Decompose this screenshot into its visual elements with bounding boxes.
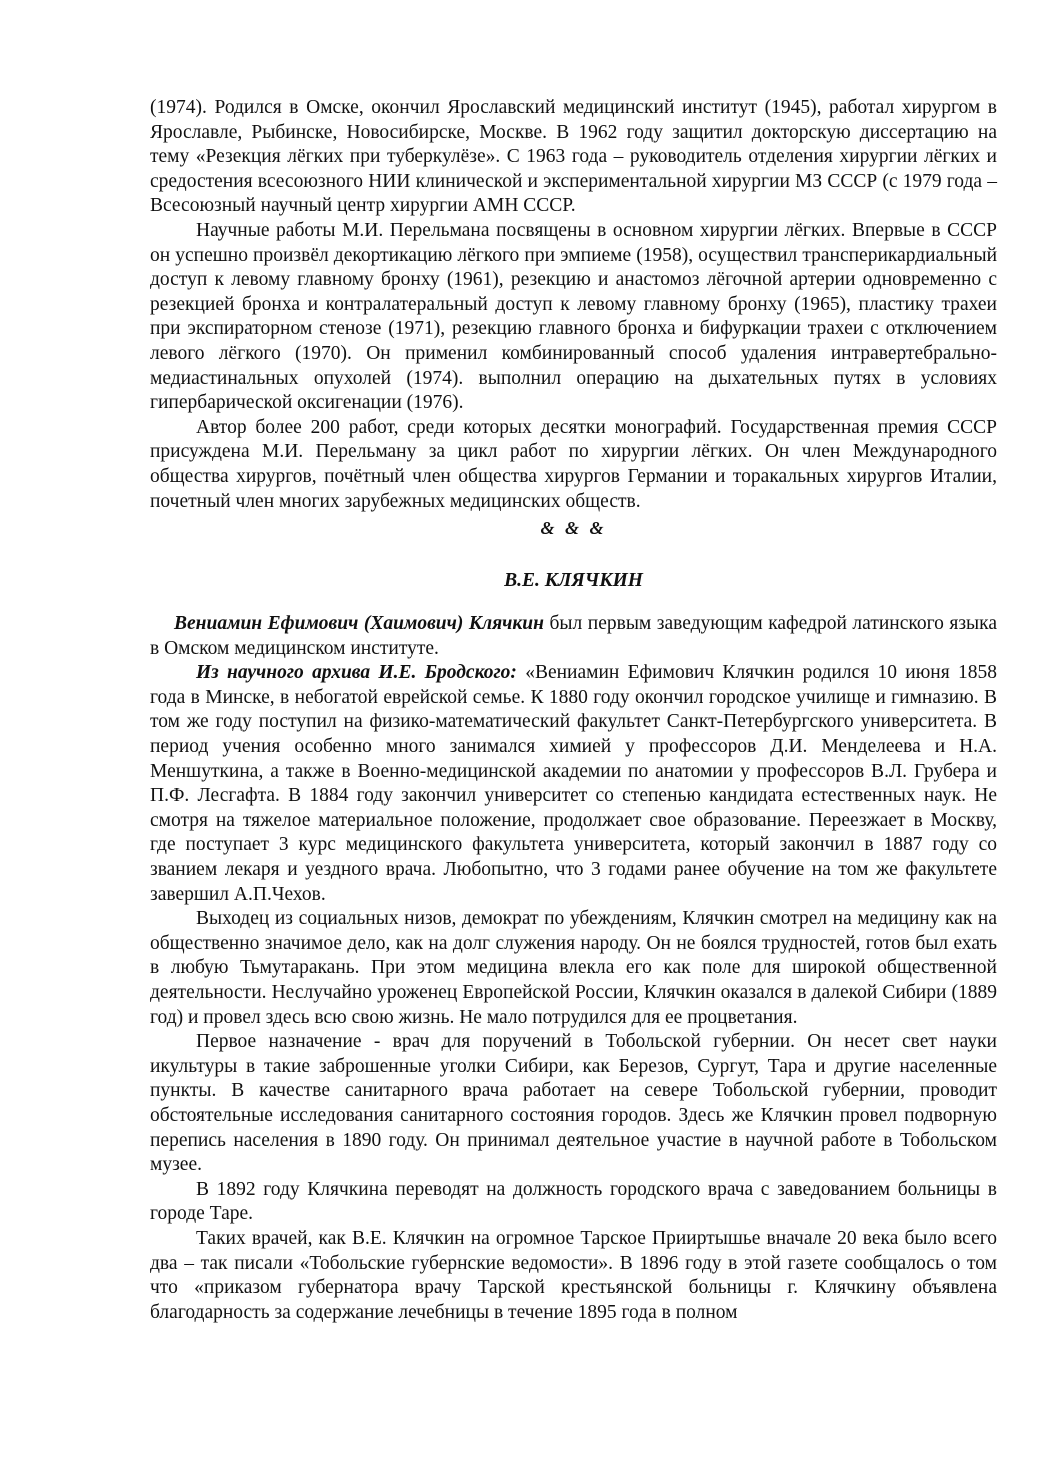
archive-bold-lead: Из научного архива И.Е. Бродского: (196, 662, 517, 684)
paragraph-scientific-works: Научные работы М.И. Перельмана посвящены в основном хирургии лёгких. Впервые в СССР он успешно произвёл декортикацию лёгкого при эмпиеме (1958), осуществил трансперикардиальный доступ к левому главному бронху (1961), резекцию и анастомоз лёгочной артерии одновременно с резекцией бронха и контралатеральный доступ к левому главному бронху (1965), пластику трахеи при экспираторном стенозе (1971), резекцию главного бронха и бифуркации трахеи с отключением левого лёгкого (1970). Он применил комбинированный способ удаления интравертебрально-медиастинальных опухолей (1974). выполнил операцию на дыхательных путях в условиях гипербарической оксигенации (1976). (150, 219, 997, 414)
paragraph-archive (150, 661, 997, 907)
paragraph-biography-end: (1974). Родился в Омске, окончил Ярославский медицинский институт (1945), работал хирургом в Ярославле, Рыбинске, Новосибирске, Москве. В 1962 году защитил докторскую диссертацию на тему «Резекция лёгких при туберкулёзе». С 1963 года – руководитель отделения хирургии лёгких и средостения всесоюзного НИИ клинической и экспериментальной хирургии МЗ СССР (с 1979 года – Всесоюзный научный центр хирургии АМН СССР. (150, 97, 997, 217)
paragraph-first-appointment: Первое назначение - врач для поручений в Тобольской губернии. Он несет свет науки икультуры в такие заброшенные уголки Сибири, как Березов, Сургут, Тара и другие населенные пункты. В качестве санитарного врача работает на севере Тобольской губернии, проводит обстоятельные исследования санитарного состояния городов. Здесь же Клячкин провел подворную перепись населения в 1890 году. Он принимал деятельное участие в научной работе в Тобольском музее. (150, 1031, 997, 1176)
intro-text: был первым заведующим кафедрой латинского языка в Омском медицинском институте. (150, 613, 997, 659)
paragraph-tara-doctors: Таких врачей, как В.Е. Клячкин на огромное Тарское Прииртышье вначале 20 века было всего два – так писали «Тобольские губернские ведомости». В 1896 году в этой газете сообщалось о том что «приказом губернатора врачу Тарской крестьянской больницы г. Клячкину объявлена благодарность за содержание лечебницы в течение 1895 года в полном (150, 1227, 997, 1323)
archive-text: «Вениамин Ефимович Клячкин родился 10 июня 1858 года в Минске, в небогатой еврейской семье. К 1880 году окончил городское училище и гимназию. В том же году поступил на физико-математический факультет Санкт-Петербургского университета. В период учения особенно много занимался химией у профессоров Д.И. Менделеева и Н.А. Меншуткина, а также в Военно-медицинской академии по анатомии у профессоров В.Л. Грубера и П.Ф. Лесгафта. В 1884 году закончил университет со степенью кандидата естественных наук. Не смотря на тяжелое материальное положение, продолжает свое образование. Переезжает в Москву, где поступает 3 курс медицинского факультета университета, который закончил в 1887 году со званием лекаря и уездного врача. Любопытно, что 3 годами ранее обучение на том же факультете завершил А.П.Чехов. (150, 662, 997, 905)
paragraph-social-origin: Выходец из социальных низов, демократ по убеждениям, Клячкин смотрел на медицину как на общественно значимое дело, как на долг служения народу. Он не боялся трудностей, готов был ехать в любую Тьмутаракань. При этом медицина влекла его как поле для широкой общественной деятельности. Неслучайно уроженец Европейской России, Клячкин оказался в далекой Сибири (1889 год) и провел здесь всю свою жизнь. Не мало потрудился для ее процветания. (150, 908, 997, 1028)
document-page (150, 96, 997, 1325)
section-ornament: & & & (540, 518, 607, 539)
paragraph-intro (150, 612, 997, 661)
paragraph-transfer-tara: В 1892 году Клячкина переводят на должность городского врача с заведованием больницы в городе Таре. (150, 1178, 997, 1225)
paragraph-author-works: Автор более 200 работ, среди которых десятки монографий. Государственная премия СССР присуждена М.И. Перельману за цикл работ по хирургии лёгких. Он член Международного общества хирургов, почётный член общества хирургов Германии и торакальных хирургов Италии, почетный член многих зарубежных медицинских обществ. (150, 416, 997, 512)
intro-bold-name: Вениамин Ефимович (Хаимович) Клячкин (174, 613, 544, 635)
section-title: В.Е. КЛЯЧКИН (504, 570, 643, 592)
